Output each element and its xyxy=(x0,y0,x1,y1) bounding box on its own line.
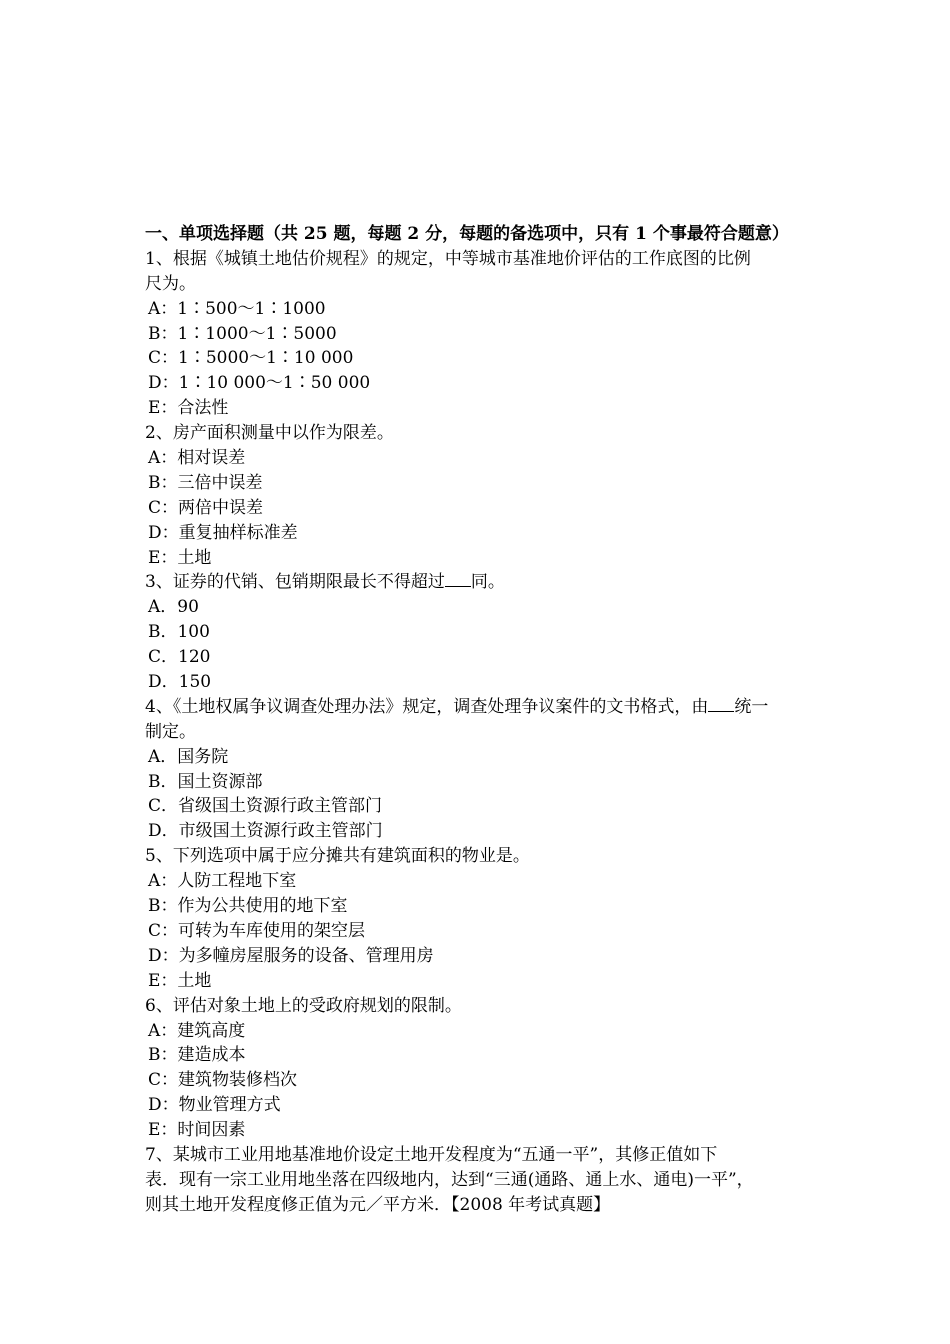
question-3-blank xyxy=(445,572,471,587)
question-7-stem-line-2: 表．现有一宗工业用地坐落在四级地内，达到“三通(通路、通上水、通电)一平”， xyxy=(145,1169,754,1190)
question-1-option-a: A：1∶500～1∶1000 xyxy=(148,298,326,319)
question-1-stem-line-1: 1、根据《城镇土地估价规程》的规定，中等城市基准地价评估的工作底图的比例 xyxy=(145,248,751,269)
question-4-blank xyxy=(708,697,734,712)
question-1-option-e: E：合法性 xyxy=(148,398,229,419)
question-5-option-d: D：为多幢房屋服务的设备、管理用房 xyxy=(148,945,434,966)
question-1-option-b: B：1∶1000～1∶5000 xyxy=(148,323,337,344)
question-2-option-a: A：相对误差 xyxy=(148,448,246,469)
question-2-option-c: C：两倍中误差 xyxy=(148,497,264,518)
question-1-stem-line-2: 尺为。 xyxy=(145,273,196,294)
question-4-option-c: C．省级国土资源行政主管部门 xyxy=(148,796,383,817)
question-5-option-b: B：作为公共使用的地下室 xyxy=(148,896,348,917)
question-4-option-a: A．国务院 xyxy=(148,746,229,767)
question-4-stem-before: 4、《土地权属争议调查处理办法》规定，调查处理争议案件的文书格式，由 xyxy=(145,696,709,717)
question-7-stem-line-1: 7、某城市工业用地基准地价设定土地开发程度为“五通一平”，其修正值如下 xyxy=(145,1144,718,1165)
question-3-option-d: D．150 xyxy=(148,672,212,693)
question-5-option-e: E：土地 xyxy=(148,970,212,991)
question-4-stem-cont: 制定。 xyxy=(145,721,196,742)
question-6-stem: 6、评估对象土地上的受政府规划的限制。 xyxy=(145,995,462,1016)
question-6-option-d: D：物业管理方式 xyxy=(148,1095,281,1116)
question-5-option-a: A：人防工程地下室 xyxy=(148,871,297,892)
question-5-option-c: C：可转为车库使用的架空层 xyxy=(148,920,366,941)
question-3-stem-after: 同。 xyxy=(470,572,505,593)
question-2-option-d: D：重复抽样标准差 xyxy=(148,522,298,543)
question-2-option-b: B：三倍中误差 xyxy=(148,472,263,493)
question-7-stem-line-3: 则其土地开发程度修正值为元／平方米．【2008 年考试真题】 xyxy=(145,1194,611,1215)
question-4-option-b: B．国土资源部 xyxy=(148,771,263,792)
question-4-stem xyxy=(145,695,810,720)
question-6-option-e: E：时间因素 xyxy=(148,1120,246,1141)
question-5-stem: 5、下列选项中属于应分摊共有建筑面积的物业是。 xyxy=(145,846,530,867)
question-3-stem xyxy=(145,570,810,595)
question-2-stem: 2、房产面积测量中以作为限差。 xyxy=(145,423,394,444)
question-3-option-b: B．100 xyxy=(148,622,210,643)
question-3-option-a: A．90 xyxy=(148,597,199,618)
question-3-stem-before: 3、证券的代销、包销期限最长不得超过 xyxy=(145,572,445,593)
document-page xyxy=(145,222,810,1218)
question-6-option-c: C：建筑物装修档次 xyxy=(148,1070,298,1091)
section-heading: 一、单项选择题（共 25 题，每题 2 分，每题的备选项中，只有 1 个事最符合题意） xyxy=(145,224,789,244)
question-3-option-c: C．120 xyxy=(148,647,211,668)
question-6-option-a: A：建筑高度 xyxy=(148,1020,246,1041)
question-2-option-e: E：土地 xyxy=(148,547,212,568)
question-4-option-d: D．市级国土资源行政主管部门 xyxy=(148,821,383,842)
question-6-option-b: B：建造成本 xyxy=(148,1045,246,1066)
question-4-stem-after: 统一 xyxy=(734,696,769,717)
question-1-option-d: D：1∶10 000～1∶50 000 xyxy=(148,373,371,394)
question-1-option-c: C：1∶5000～1∶10 000 xyxy=(148,348,354,369)
